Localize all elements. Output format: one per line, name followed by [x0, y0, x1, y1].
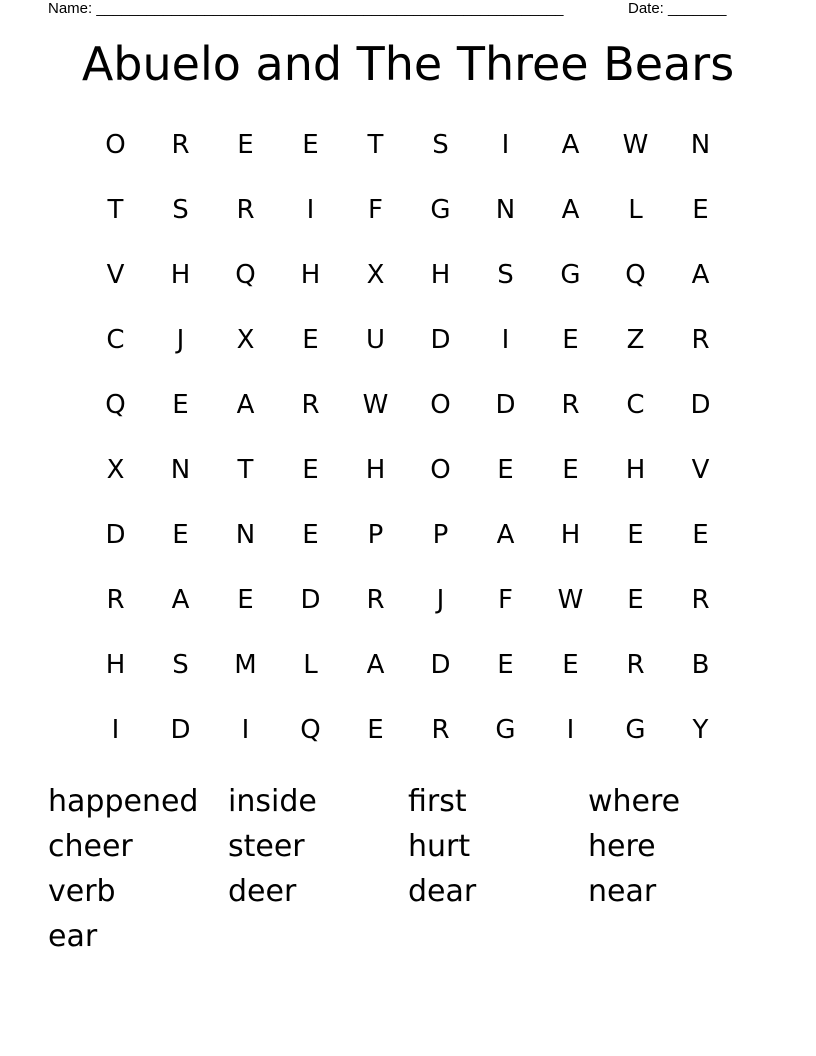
- grid-letter: A: [171, 584, 190, 615]
- grid-letter: J: [436, 584, 445, 615]
- grid-letter: A: [561, 194, 580, 225]
- grid-letter: R: [691, 584, 710, 615]
- grid-letter: G: [430, 194, 451, 225]
- grid-letter: I: [241, 714, 250, 745]
- grid-letter: L: [303, 649, 318, 680]
- grid-letter: J: [176, 324, 185, 355]
- grid-letter: R: [366, 584, 385, 615]
- grid-letter: R: [691, 324, 710, 355]
- grid-letter: P: [367, 519, 384, 550]
- letter-grid: [83, 112, 733, 762]
- grid-letter: A: [561, 129, 580, 160]
- grid-letter: E: [497, 649, 514, 680]
- grid-letter: W: [622, 129, 649, 160]
- grid-letter: G: [495, 714, 516, 745]
- grid-letter: O: [430, 454, 451, 485]
- grid-letter: H: [560, 519, 581, 550]
- grid-letter: T: [367, 129, 384, 160]
- grid-letter: N: [170, 454, 191, 485]
- grid-letter: R: [301, 389, 320, 420]
- grid-letter: I: [501, 324, 510, 355]
- grid-letter: X: [366, 259, 385, 290]
- grid-letter: I: [566, 714, 575, 745]
- grid-letter: X: [236, 324, 255, 355]
- grid-letter: U: [365, 324, 386, 355]
- word-list-item: near: [588, 874, 657, 909]
- worksheet-header: [48, 0, 748, 20]
- grid-letter: C: [106, 324, 125, 355]
- word-list-item: here: [588, 829, 656, 864]
- grid-letter: A: [236, 389, 255, 420]
- grid-letter: X: [106, 454, 125, 485]
- grid-letter: H: [430, 259, 451, 290]
- grid-letter: E: [172, 389, 189, 420]
- word-list-item: deer: [228, 874, 297, 909]
- grid-letter: E: [172, 519, 189, 550]
- grid-letter: E: [627, 584, 644, 615]
- grid-letter: N: [495, 194, 516, 225]
- grid-letter: D: [430, 649, 451, 680]
- page-title: Abuelo and The Three Bears: [81, 37, 735, 91]
- grid-letter: F: [498, 584, 513, 615]
- grid-letter: E: [692, 194, 709, 225]
- grid-letter: D: [105, 519, 126, 550]
- grid-letter: E: [562, 324, 579, 355]
- word-list-item: cheer: [48, 829, 133, 864]
- grid-letter: N: [690, 129, 711, 160]
- grid-letter: S: [172, 194, 189, 225]
- grid-letter: C: [626, 389, 645, 420]
- grid-letter: D: [495, 389, 516, 420]
- grid-letter: M: [234, 649, 257, 680]
- grid-letter: R: [171, 129, 190, 160]
- grid-letter: S: [172, 649, 189, 680]
- grid-letter: A: [496, 519, 515, 550]
- grid-letter: I: [111, 714, 120, 745]
- grid-letter: E: [627, 519, 644, 550]
- word-list-item: verb: [48, 874, 116, 909]
- grid-letter: H: [300, 259, 321, 290]
- word-list-item: first: [408, 784, 467, 819]
- grid-letter: S: [497, 259, 514, 290]
- grid-letter: R: [626, 649, 645, 680]
- grid-letter: E: [367, 714, 384, 745]
- grid-letter: D: [430, 324, 451, 355]
- grid-letter: E: [302, 454, 319, 485]
- grid-letter: Y: [692, 714, 709, 745]
- grid-letter: E: [302, 324, 319, 355]
- word-list-item: inside: [228, 784, 317, 819]
- word-list-item: ear: [48, 919, 98, 954]
- grid-letter: I: [306, 194, 315, 225]
- grid-letter: F: [368, 194, 383, 225]
- grid-letter: Q: [105, 389, 126, 420]
- grid-letter: Q: [625, 259, 646, 290]
- grid-letter: R: [106, 584, 125, 615]
- word-list-item: dear: [408, 874, 477, 909]
- grid-letter: H: [365, 454, 386, 485]
- grid-letter: E: [237, 584, 254, 615]
- grid-letter: O: [430, 389, 451, 420]
- grid-letter: I: [501, 129, 510, 160]
- grid-letter: H: [625, 454, 646, 485]
- word-list-item: where: [588, 784, 681, 819]
- grid-letter: Q: [300, 714, 321, 745]
- grid-letter: R: [561, 389, 580, 420]
- grid-letter: D: [170, 714, 191, 745]
- grid-letter: G: [625, 714, 646, 745]
- grid-letter: V: [106, 259, 125, 290]
- grid-letter: E: [302, 519, 319, 550]
- grid-letter: W: [362, 389, 389, 420]
- word-list-item: happened: [48, 784, 199, 819]
- grid-letter: B: [691, 649, 710, 680]
- grid-letter: Z: [626, 324, 645, 355]
- grid-letter: D: [690, 389, 711, 420]
- grid-letter: V: [691, 454, 710, 485]
- grid-letter: T: [107, 194, 124, 225]
- grid-letter: E: [237, 129, 254, 160]
- grid-letter: L: [628, 194, 643, 225]
- name-field-label: Name: ________________________________________________________: [48, 0, 564, 17]
- grid-letter: P: [432, 519, 449, 550]
- grid-letter: E: [692, 519, 709, 550]
- grid-letter: N: [235, 519, 256, 550]
- grid-letter: W: [557, 584, 584, 615]
- grid-letter: E: [497, 454, 514, 485]
- grid-letter: E: [562, 649, 579, 680]
- grid-letter: R: [431, 714, 450, 745]
- grid-letter: Q: [235, 259, 256, 290]
- word-list: [48, 779, 768, 959]
- grid-letter: R: [236, 194, 255, 225]
- grid-letter: T: [237, 454, 254, 485]
- grid-letter: E: [562, 454, 579, 485]
- grid-letter: A: [691, 259, 710, 290]
- word-list-item: steer: [228, 829, 305, 864]
- grid-letter: S: [432, 129, 449, 160]
- grid-letter: G: [560, 259, 581, 290]
- date-field-label: Date: _______: [628, 0, 727, 17]
- grid-letter: H: [105, 649, 126, 680]
- word-list-item: hurt: [408, 829, 471, 864]
- grid-letter: H: [170, 259, 191, 290]
- grid-letter: E: [302, 129, 319, 160]
- grid-letter: A: [366, 649, 385, 680]
- grid-letter: O: [105, 129, 126, 160]
- grid-letter: D: [300, 584, 321, 615]
